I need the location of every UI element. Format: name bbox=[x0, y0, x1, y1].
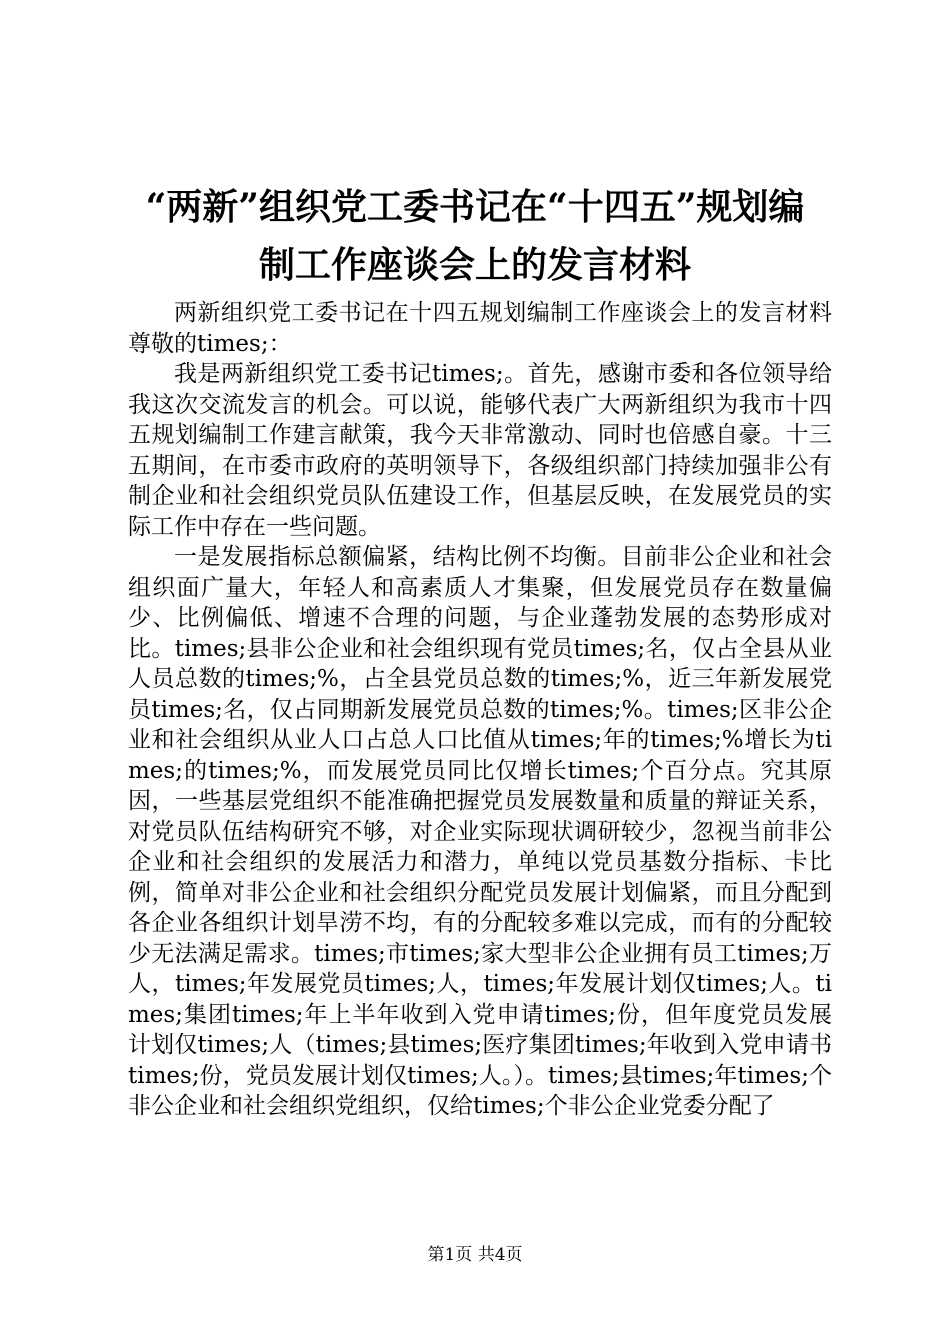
paragraph-1: 两新组织党工委书记在十四五规划编制工作座谈会上的发言材料尊敬的times;： bbox=[128, 300, 832, 357]
page-footer: 第1页 共4页 bbox=[427, 1245, 523, 1265]
document-title bbox=[110, 178, 840, 294]
title-line-2: 制工作座谈会上的发言材料 bbox=[258, 244, 691, 286]
document-body bbox=[128, 298, 832, 1122]
title-line-1: “两新”组织党工委书记在“十四五”规划编 bbox=[145, 186, 805, 228]
paragraph-2: 我是两新组织党工委书记times;。首先，感谢市委和各位领导给我这次交流发言的机会。可以说，能够代表广大两新组织为我市十四五规划编制工作建言献策，我今天非常激动、同时也倍感自豪。十三五期间，在市委市政府的英明领导下，各级组织部门持续加强非公有制企业和社会组织党员队伍建设工作，但基层反映，在发展党员的实际工作中存在一些问题。 bbox=[128, 361, 832, 540]
paragraph-3: 一是发展指标总额偏紧，结构比例不均衡。目前非公企业和社会组织面广量大，年轻人和高素质人才集聚，但发展党员存在数量偏少、比例偏低、增速不合理的问题，与企业蓬勃发展的态势形成对比。times;县非公企业和社会组织现有党员times;名，仅占全县从业人员总数的times;%，占全县党员总数的times;%，近三年新发展党员times;名，仅占同期新发展党员总数的times;%。times;区非公企业和社会组织从业人口占总人口比值从times;年的times;%增长为times;的times;%，而发展党员同比仅增长times;个百分点。究其原因，一些基层党组织不能准确把握党员发展数量和质量的辩证关系，对党员队伍结构研究不够，对企业实际现状调研较少，忽视当前非公企业和社会组织的发展活力和潜力，单纯以党员基数分指标、卡比例，简单对非公企业和社会组织分配党员发展计划偏紧，而且分配到各企业各组织计划旱涝不均，有的分配较多难以完成，而有的分配较少无法满足需求。times;市times;家大型非公企业拥有员工times;万人，times;年发展党员times;人，times;年发展计划仅times;人。times;集团times;年上半年收到入党申请times;份，但年度党员发展计划仅times;人（times;县times;医疗集团times;年收到入党申请书times;份，党员发展计划仅times;人。）。times;县times;年times;个非公企业和社会组织党组织，仅给times;个非公企业党委分配了 bbox=[128, 544, 832, 1119]
